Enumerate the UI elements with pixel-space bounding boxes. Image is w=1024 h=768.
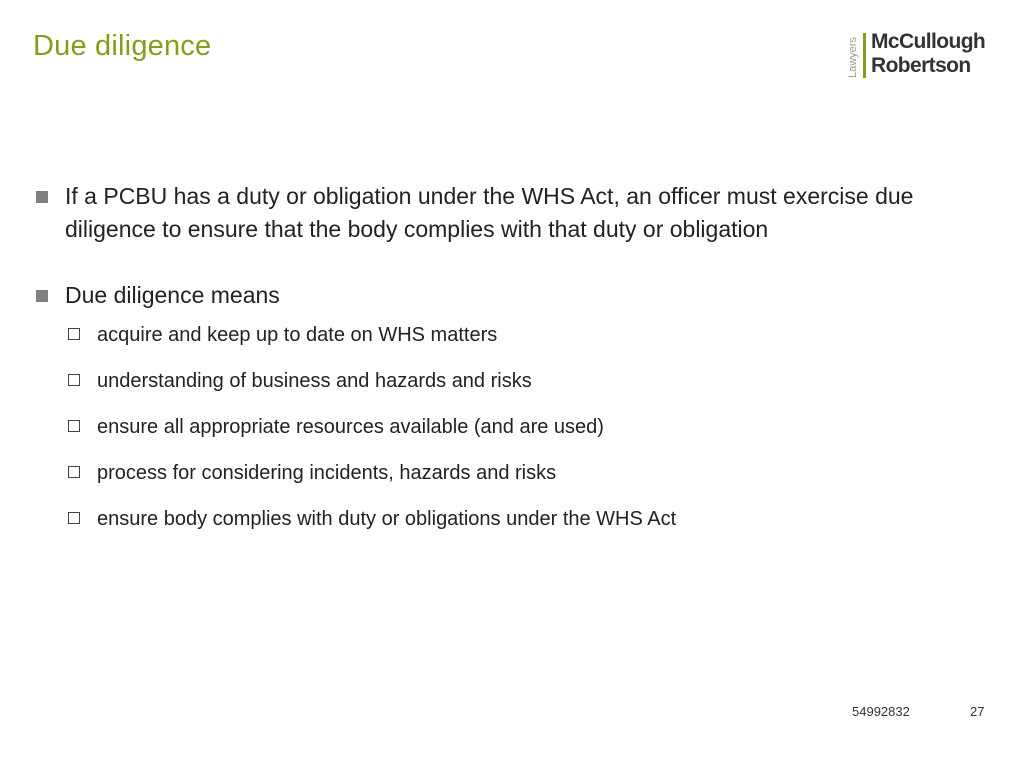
bullet-item <box>33 180 963 246</box>
logo-wordmark <box>871 30 985 78</box>
square-bullet-icon <box>36 191 48 203</box>
sub-bullet-item <box>65 366 963 396</box>
sub-bullet-text: understanding of business and hazards and risks <box>97 370 532 392</box>
slide-content <box>33 180 963 550</box>
sub-bullet-text: process for considering incidents, hazards and risks <box>97 462 557 484</box>
logo-side-text: Lawyers <box>847 37 859 78</box>
sub-bullet-text: ensure body complies with duty or obligations under the WHS Act <box>97 508 677 530</box>
logo-accent-bar <box>863 33 866 78</box>
checkbox-bullet-icon <box>68 374 80 386</box>
sub-bullet-text: ensure all appropriate resources available (and are used) <box>97 416 604 438</box>
slide-title: Due diligence <box>33 30 212 62</box>
bullet-text: Due diligence means <box>65 282 280 308</box>
bullet-item <box>33 279 963 312</box>
document-id: 54992832 <box>852 704 910 719</box>
sub-bullet-text: acquire and keep up to date on WHS matters <box>97 324 498 346</box>
sub-bullet-item <box>65 458 963 488</box>
logo-line-1: McCullough <box>871 30 986 53</box>
company-logo <box>846 30 992 82</box>
page-number: 27 <box>970 704 985 719</box>
sub-bullet-list <box>33 320 963 534</box>
checkbox-bullet-icon <box>68 466 80 478</box>
sub-bullet-item <box>65 412 963 442</box>
sub-bullet-item <box>65 320 963 350</box>
checkbox-bullet-icon <box>68 420 80 432</box>
logo-line-2: Robertson <box>871 54 971 77</box>
square-bullet-icon <box>36 290 48 302</box>
sub-bullet-item <box>65 504 963 534</box>
bullet-text: If a PCBU has a duty or obligation under the WHS Act, an officer must exercise due diligence to ensure that the body complies with that duty or obligation <box>65 183 914 242</box>
checkbox-bullet-icon <box>68 512 80 524</box>
checkbox-bullet-icon <box>68 328 80 340</box>
